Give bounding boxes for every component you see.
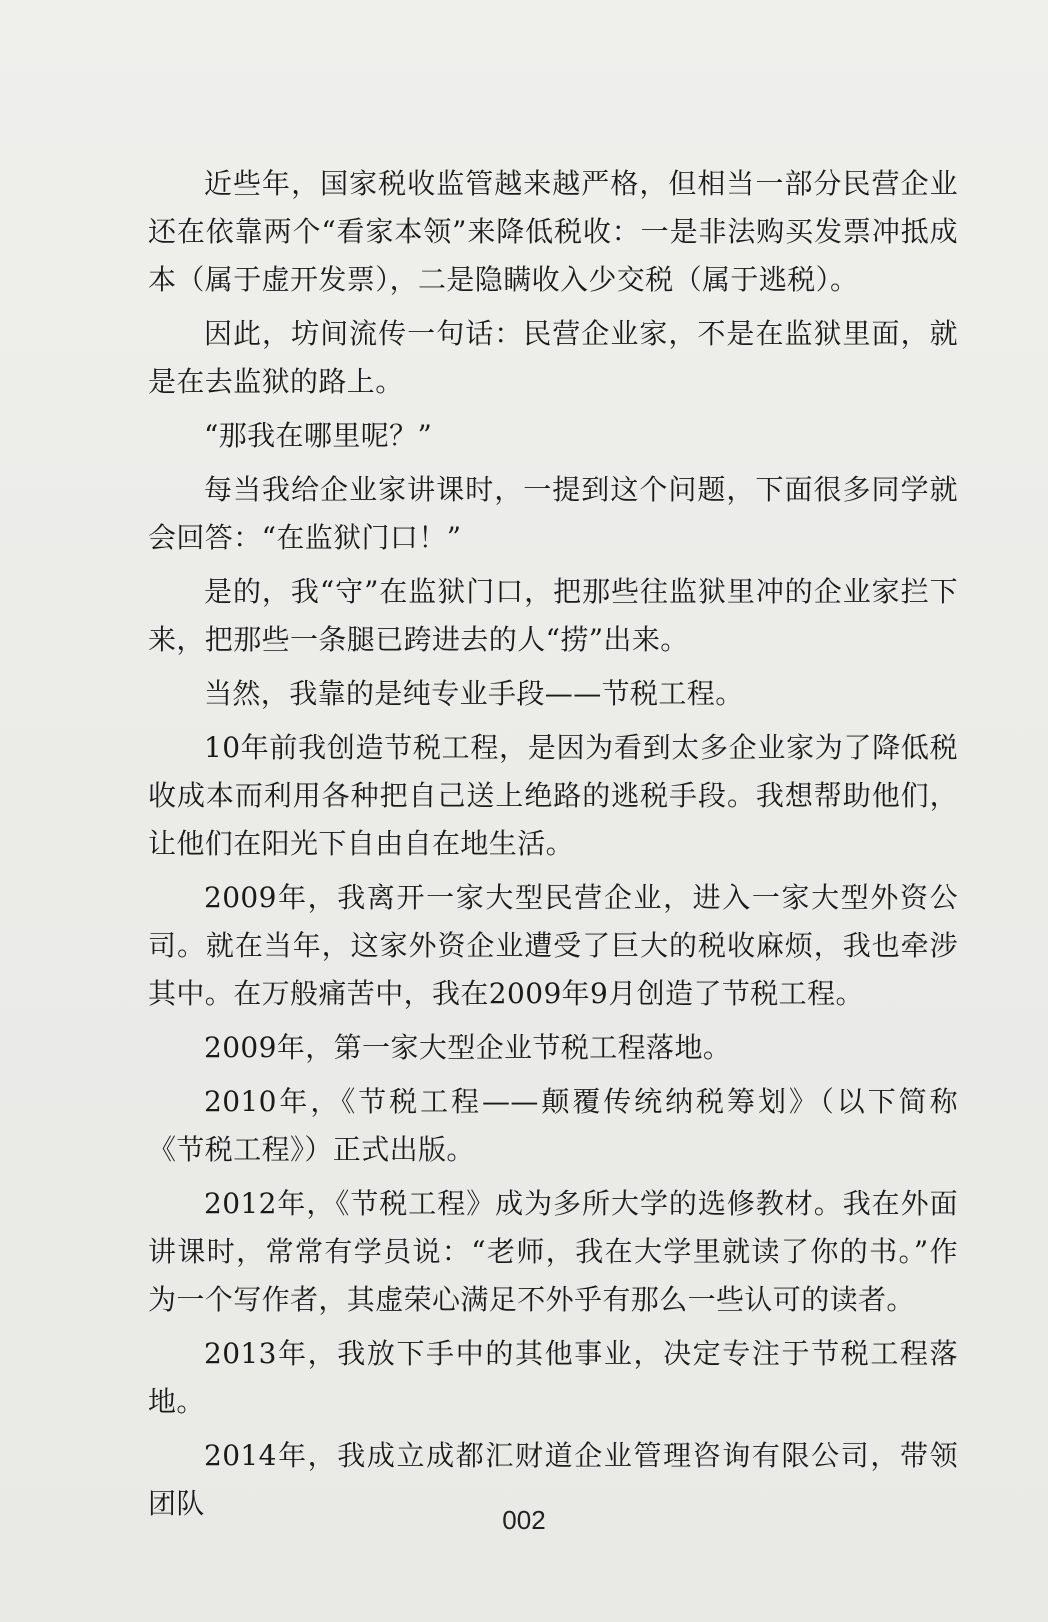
page-number: 002 — [502, 1505, 546, 1535]
paragraph: 2009年，第一家大型企业节税工程落地。 — [204, 1031, 732, 1064]
paragraph: 因此，坊间流传一句话：民营企业家，不是在监狱里面，就是在去监狱的路上。 — [148, 317, 958, 398]
paragraph: 2013年，我放下手中的其他事业，决定专注于节税工程落地。 — [148, 1337, 958, 1418]
paragraph: 2014年，我成立成都汇财道企业管理咨询有限公司，带领团队 — [148, 1439, 958, 1520]
paragraph: “那我在哪里呢？” — [204, 419, 433, 452]
paragraph: 每当我给企业家讲课时，一提到这个问题，下面很多同学就会回答：“在监狱门口！” — [148, 473, 958, 554]
body-text — [148, 160, 958, 1534]
paragraph: 2012年，《节税工程》成为多所大学的选修教材。我在外面讲课时，常常有学员说：“老师，我在大学里就读了你的书。”作为一个写作者，其虚荣心满足不外乎有那么一些认可的读者。 — [148, 1187, 958, 1316]
paragraph: 当然，我靠的是纯专业手段——节税工程。 — [204, 677, 744, 710]
paragraph: 是的，我“守”在监狱门口，把那些往监狱里冲的企业家拦下来，把那些一条腿已跨进去的人“捞”出来。 — [148, 575, 958, 656]
paragraph: 2009年，我离开一家大型民营企业，进入一家大型外资公司。就在当年，这家外资企业遭受了巨大的税收麻烦，我也牵涉其中。在万般痛苦中，我在2009年9月创造了节税工程。 — [148, 881, 958, 1010]
paragraph: 近些年，国家税收监管越来越严格，但相当一部分民营企业还在依靠两个“看家本领”来降低税收：一是非法购买发票冲抵成本（属于虚开发票），二是隐瞒收入少交税（属于逃税）。 — [148, 167, 958, 296]
paragraph: 10年前我创造节税工程，是因为看到太多企业家为了降低税收成本而利用各种把自己送上绝路的逃税手段。我想帮助他们，让他们在阳光下自由自在地生活。 — [148, 731, 958, 860]
paragraph: 2010年，《节税工程——颠覆传统纳税筹划》（以下简称《节税工程》）正式出版。 — [148, 1085, 958, 1166]
